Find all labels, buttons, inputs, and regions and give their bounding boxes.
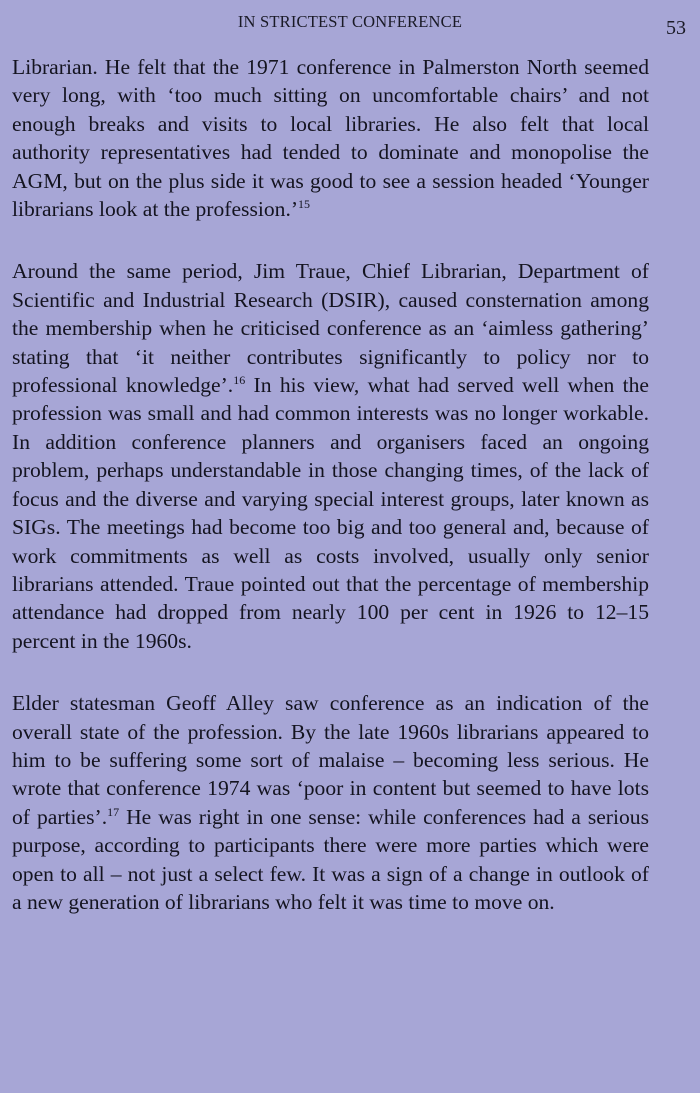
paragraph-2-text: Around the same period, Jim Traue, Chief Librarian, Department of Scientific and Industrial Research (DSIR), caused consternation among the membership when he criticised conference as an ‘aimless gathering’ stating that ‘it neither contributes significantly to policy nor to professional knowledge’.	[12, 259, 649, 398]
body-text	[12, 53, 649, 950]
paragraph-3-tail: He was right in one sense: while conferences had a serious purpose, according to participants there were more parties which were open to all – not just a select few. It was a sign of a change in outlook of a new generation of librarians who felt it was time to move on.	[12, 804, 649, 914]
footnote-marker-17: 17	[107, 804, 120, 819]
running-head: IN STRICTEST CONFERENCE	[237, 12, 463, 31]
paragraph-3-text: Elder statesman Geoff Alley saw conference as an indication of the overall state of the profession. By the late 1960s librarians appeared to him to be suffering some sort of malaise – becoming less serious. He wrote that conference 1974 was ‘poor in content but seemed to have lots of parties’.	[12, 691, 649, 829]
paragraph-2	[12, 257, 649, 655]
page-number: 53	[666, 17, 686, 39]
paragraph-3	[12, 689, 649, 916]
footnote-marker-15: 15	[298, 196, 311, 211]
paragraph-1	[12, 53, 649, 223]
paragraph-1-text: Librarian. He felt that the 1971 conference in Palmerston North seemed very long, with ‘too much sitting on uncomfortable chairs’ and not enough breaks and visits to local libraries. He also felt that local authority representatives had tended to dominate and monopolise the AGM, but on the plus side it was good to see a session headed ‘Younger librarians look at the profession.’	[12, 55, 649, 222]
footnote-marker-16: 16	[233, 372, 246, 387]
paragraph-2-tail: In his view, what had served well when the profession was small and had common interests was no longer workable. In addition conference planners and organisers faced an ongoing problem, perhaps understandable in those changing times, of the lack of focus and the diverse and varying special interest groups, later known as SIGs. The meetings had become too big and too general and, because of work commitments as well as costs involved, usually only senior librarians attended. Traue pointed out that the percentage of membership attendance had dropped from nearly 100 per cent in 1926 to 12–15 percent in the 1960s.	[12, 373, 650, 653]
